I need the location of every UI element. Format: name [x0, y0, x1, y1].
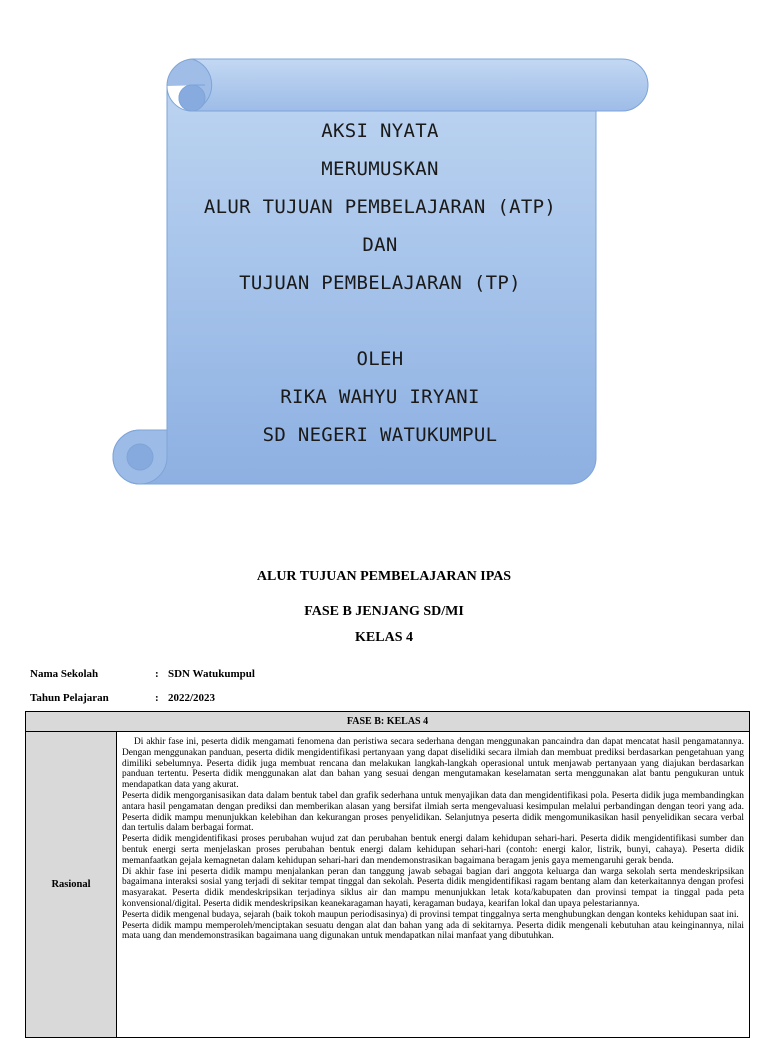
school-label: Nama Sekolah	[30, 668, 99, 680]
cover-line: SD NEGERI WATUKUMPUL	[262, 424, 498, 446]
cover-line: AKSI NYATA	[321, 120, 439, 142]
paragraph: Di akhir fase ini, peserta didik mengamati fenomena dan peristiwa secara sederhana dengan menggunakan pancaindra dan dapat mencatat hasil pengamatannya. Dengan menggunakan panduan, peserta didik mengidentifikasi pertanyaan yang dapat diselidiki secara ilmiah dan membuat prediksi berdasarkan pengetahuan yang dimiliki sebelumnya. Peserta didik juga membuat rencana dan melakukan langkah-langkah operasional untuk menjawab pertanyaan yang diajukan berdasarkan panduan tertentu. Peserta didik menggunakan alat dan bahan yang sesuai dengan mengutamakan keselamatan serta menggunakan alat bantu pengukuran untuk mendapatkan data yang akurat.	[122, 737, 744, 791]
document-phase: FASE B JENJANG SD/MI	[304, 604, 464, 619]
cover-line: TUJUAN PEMBELAJARAN (TP)	[239, 272, 521, 294]
table-header: FASE B: KELAS 4	[26, 712, 750, 732]
cover-spacer	[150, 302, 610, 340]
paragraph: Peserta didik mengorganisasikan data dalam bentuk tabel dan grafik sederhana untuk menyajikan data dan mengidentifikasi pola. Peserta didik juga membandingkan antara hasil pengamatan dengan prediksi dan memberikan alasan yang bersifat ilmiah serta mengevaluasi kesimpulan melalui perbandingan dengan teori yang ada. Peserta didik mampu menunjukkan kelebihan dan kekurangan proses penyelidikan. Selanjutnya peserta didik mengomunikasikan hasil penyelidikan secara verbal dan tertulis dalam berbagai format.	[122, 790, 744, 834]
paragraph: Di akhir fase ini peserta didik mampu menjalankan peran dan tanggung jawab sebagai bagian dari anggota keluarga dan warga sekolah serta mendeskripsikan bagaimana interaksi sosial yang terjadi di sekitar tempat tinggal dan sekolah. Peserta didik mengidentifikasi ragam bentang alam dan keterkaitannya dengan profesi masyarakat. Peserta didik mendeskripsikan terjadinya siklus air dan mampu menunjukkan letak kota/kabupaten dan provinsi tempat ia tinggal pada peta konvensional/digital. Peserta didik mendeskripsikan keanekaragaman hayati, keragaman budaya, kearifan lokal dan upaya pelestariannya.	[122, 866, 744, 909]
colon: :	[155, 668, 159, 680]
year-value: 2022/2023	[168, 692, 216, 704]
row-label-rasional: Rasional	[26, 732, 117, 1038]
paragraph: Peserta didik mengenal budaya, sejarah (baik tokoh maupun periodisasinya) di provinsi tempat tinggalnya serta menghubungkan dengan konteks kehidupan saat ini.	[122, 909, 739, 920]
cover-line: ALUR TUJUAN PEMBELAJARAN (ATP)	[203, 196, 557, 218]
cover-line: OLEH	[356, 348, 404, 370]
atp-table	[25, 711, 750, 1038]
cover-line: MERUMUSKAN	[321, 158, 439, 180]
table-row	[26, 732, 750, 1038]
cover-title-block	[150, 112, 610, 454]
document-title: ALUR TUJUAN PEMBELAJARAN IPAS	[256, 569, 512, 584]
year-label: Tahun Pelajaran	[30, 692, 109, 704]
cover-line: RIKA WAHYU IRYANI	[280, 386, 480, 408]
paragraph: Peserta didik mengidentifikasi proses perubahan wujud zat dan perubahan bentuk energi dalam kehidupan sehari-hari. Peserta didik mengidentifikasi sumber dan bentuk energi serta menjelaskan proses perubahan bentuk energi dalam kehidupan sehari-hari (contoh: energi kalor, listrik, bunyi, cahaya). Peserta didik memanfaatkan gejala kemagnetan dalam kehidupan sehari-hari dan mendemonstrasikan bagaimana beragam jenis gaya memengaruhi gerak benda.	[122, 834, 744, 866]
colon: :	[155, 692, 159, 704]
rasional-text	[117, 732, 750, 1038]
paragraph: Peserta didik mampu memperoleh/menciptakan sesuatu dengan alat dan bahan yang ada di sekitarnya. Peserta didik mengenali kebutuhan atau keinginannya, nilai mata uang dan mendemonstrasikan bagaimana uang digunakan untuk mendapatkan nilai manfaat yang dibutuhkan.	[122, 920, 744, 942]
cover-line: DAN	[362, 234, 398, 256]
school-value: SDN Watukumpul	[168, 668, 255, 680]
document-class: KELAS 4	[355, 630, 413, 645]
